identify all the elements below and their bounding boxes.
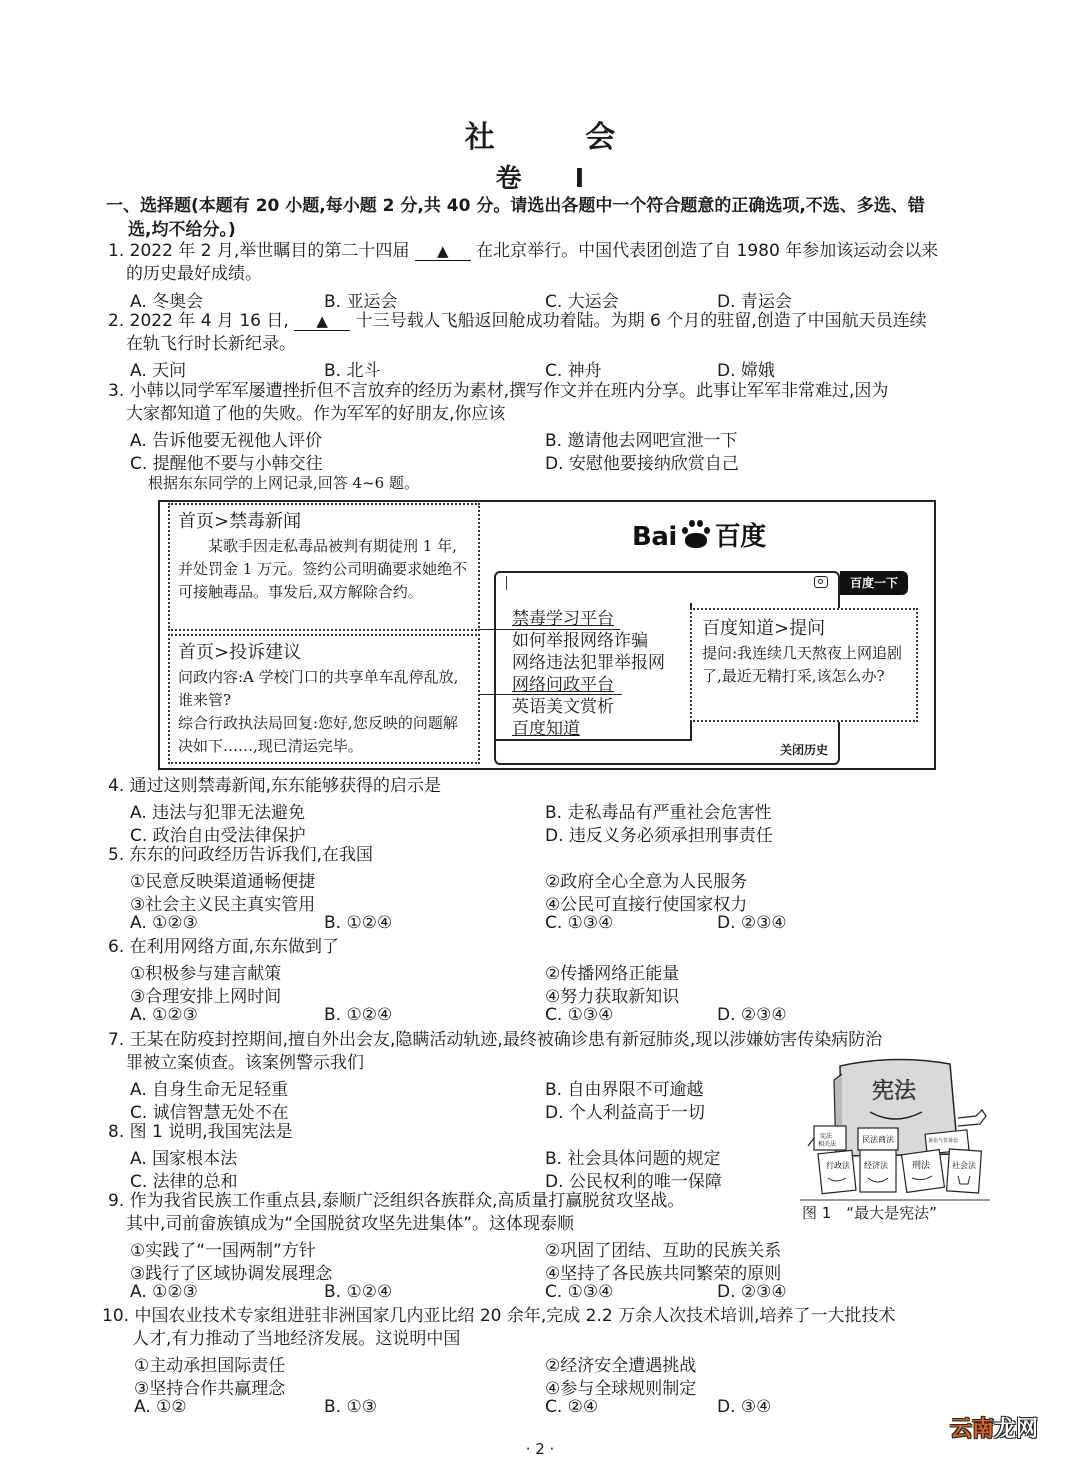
question-8-option-c[interactable]: C. 法律的总和 [130, 1172, 238, 1192]
question-10-stem-cont: 人才,有力推动了当地经济发展。这说明中国 [132, 1329, 461, 1349]
question-8-option-b[interactable]: B. 社会具体问题的规定 [545, 1149, 721, 1169]
question-10-stem: 10. 中国农业技术专家组进驻非洲国家几内亚比绍 20 余年,完成 2.2 万余人次技术培训,培养了一大批技术 [102, 1306, 896, 1326]
svg-text:行政法: 行政法 [826, 1161, 850, 1170]
watermark-text-2: 龙网 [994, 1417, 1039, 1442]
question-1-option-b[interactable]: B. 亚运会 [324, 292, 398, 312]
section-instructions-line2: 选,均不给分。) [128, 220, 236, 240]
question-1-stem [108, 240, 938, 263]
svg-text:宪法: 宪法 [820, 1133, 833, 1140]
page-title: 社 会 [464, 120, 656, 155]
section-instructions-line1: 一、选择题(本题有 20 小题,每小题 2 分,共 40 分。请选出各题中一个符合题意的正确选项,不选、多选、错 [106, 196, 925, 216]
question-10-option-c[interactable]: C. ②④ [545, 1397, 599, 1417]
question-5-option-d[interactable]: D. ②③④ [717, 913, 787, 933]
question-5-stem: 5. 东东的问政经历告诉我们,在我国 [108, 845, 374, 865]
history-item[interactable]: 百度知道 [512, 719, 580, 739]
svg-text:经济法: 经济法 [864, 1161, 888, 1170]
baidu-logo-text-right: 百度 [714, 522, 766, 552]
question-1-text-post: 在北京举行。中国代表团创造了自 1980 年参加该运动会以来 [476, 241, 939, 261]
question-6-statement: ②传播网络正能量 [545, 964, 680, 984]
question-5-option-c[interactable]: C. ①③④ [545, 913, 614, 933]
question-6-option-d[interactable]: D. ②③④ [717, 1005, 787, 1025]
section-instructions [106, 194, 996, 242]
question-10-statement: ②经济安全遭遇挑战 [545, 1356, 697, 1376]
question-1-option-c[interactable]: C. 大运会 [545, 292, 619, 312]
question-4-option-a[interactable]: A. 违法与犯罪无法避免 [130, 803, 306, 823]
answer-blank: ▲ [294, 312, 350, 331]
question-3-stem-cont: 大家都知道了他的失败。作为军军的好朋友,你应该 [126, 404, 506, 424]
question-9-statement: ②巩固了团结、互助的民族关系 [545, 1241, 782, 1261]
question-9-statement: ③践行了区域协调发展理念 [130, 1264, 333, 1284]
question-7-option-a[interactable]: A. 自身生命无足轻重 [130, 1080, 289, 1100]
question-10-option-b[interactable]: B. ①③ [324, 1397, 377, 1417]
search-button[interactable]: 百度一下 [840, 571, 908, 595]
svg-text:诉讼与非诉讼: 诉讼与非诉讼 [928, 1138, 959, 1144]
svg-text:相关法: 相关法 [818, 1141, 837, 1148]
question-5-statement: ④公民可直接行使国家权力 [545, 895, 748, 915]
question-3-stem: 3. 小韩以同学军军屡遭挫折但不言放弃的经历为素材,撰写作文并在班内分享。此事让军军非常难过,因为 [108, 381, 889, 401]
svg-text:民法商法: 民法商法 [862, 1135, 894, 1144]
question-2-option-d[interactable]: D. 嫦娥 [717, 361, 775, 381]
question-5-statement: ①民意反映渠道通畅便捷 [130, 872, 316, 892]
question-9-statement: ④坚持了各民族共同繁荣的原则 [545, 1264, 782, 1284]
zhidao-question: 提问:我连续几天熬夜上网追剧了,最近无精打采,该怎么办? [702, 644, 903, 685]
question-2-option-a[interactable]: A. 天问 [130, 361, 187, 381]
question-2-text-post: 十三号载人飞船返回舱成功着陆。为期 6 个月的驻留,创造了中国航天员连续 [355, 311, 927, 331]
question-4-option-c[interactable]: C. 政治自由受法律保护 [130, 826, 306, 846]
news-panel [168, 503, 480, 631]
history-item[interactable]: 网络问政平台 [512, 675, 614, 695]
constitution-cartoon [800, 1054, 990, 1202]
news-body: 某歌手因走私毒品被判有期徒刑 1 年,并处罚金 1 万元。签约公司明确要求她绝不可接触毒品。事发后,双方解除合约。 [178, 537, 468, 601]
question-2-option-b[interactable]: B. 北斗 [324, 361, 381, 381]
baidu-logo-text-left: Bai [632, 522, 677, 552]
connector-line [480, 629, 620, 630]
question-1-stem-cont: 的历史最好成绩。 [126, 264, 262, 284]
question-10-statement: ①主动承担国际责任 [134, 1356, 286, 1376]
question-4-option-b[interactable]: B. 走私毒品有严重社会危害性 [545, 803, 772, 823]
question-6-stem: 6. 在利用网络方面,东东做到了 [108, 937, 340, 957]
question-5-option-b[interactable]: B. ①②④ [324, 913, 393, 933]
material-intro: 根据东东同学的上网记录,回答 4~6 题。 [148, 474, 419, 492]
text-cursor [506, 576, 507, 590]
site-watermark [950, 1412, 1038, 1443]
question-9-option-c[interactable]: C. ①③④ [545, 1282, 614, 1302]
question-2-stem-cont: 在轨飞行时长新纪录。 [126, 334, 296, 354]
camera-icon[interactable] [814, 576, 828, 588]
question-6-option-b[interactable]: B. ①②④ [324, 1005, 393, 1025]
complaint-question: 问政内容:A 学校门口的共享单车乱停乱放,谁来管? [178, 668, 459, 709]
history-item[interactable]: 英语美文赏析 [512, 697, 614, 717]
question-9-stem-cont: 其中,司前畲族镇成为“全国脱贫攻坚先进集体”。这体现泰顺 [126, 1214, 575, 1234]
question-6-statement: ③合理安排上网时间 [130, 987, 282, 1007]
question-7-stem: 7. 王某在防疫封控期间,擅自外出会友,隐瞒活动轨迹,最终被确诊患有新冠肺炎,现以涉嫌妨害传染病防治 [108, 1030, 883, 1050]
svg-text:宪法: 宪法 [872, 1079, 917, 1104]
watermark-text-1: 云南 [950, 1417, 995, 1442]
question-8-stem: 8. 图 1 说明,我国宪法是 [108, 1122, 293, 1142]
question-8-option-d[interactable]: D. 公民权利的唯一保障 [545, 1172, 722, 1192]
question-9-statement: ①实践了“一国两制”方针 [130, 1241, 316, 1261]
figure-1-caption: 图 1 “最大是宪法” [802, 1204, 937, 1222]
question-5-statement: ③社会主义民主真实管用 [130, 895, 316, 915]
question-1-option-a[interactable]: A. 冬奥会 [130, 292, 204, 312]
question-8-option-a[interactable]: A. 国家根本法 [130, 1149, 238, 1169]
complaint-reply: 综合行政执法局回复:您好,您反映的问题解决如下……,现已清运完毕。 [178, 714, 458, 755]
question-3-option-c[interactable]: C. 提醒他不要与小韩交往 [130, 454, 323, 474]
close-history-button[interactable]: 关闭历史 [780, 743, 829, 757]
question-7-option-c[interactable]: C. 诚信智慧无处不在 [130, 1103, 289, 1123]
question-9-option-d[interactable]: D. ②③④ [717, 1282, 787, 1302]
connector-line [480, 694, 622, 695]
baidu-logo [632, 516, 766, 553]
question-10-option-a[interactable]: A. ①② [134, 1397, 187, 1417]
question-9-option-b[interactable]: B. ①②④ [324, 1282, 393, 1302]
question-10-statement: ④参与全球规则制定 [545, 1379, 697, 1399]
page-number: · 2 · [525, 1440, 555, 1458]
svg-text:刑法: 刑法 [912, 1161, 931, 1171]
question-2-stem [108, 310, 927, 333]
news-breadcrumb: 首页>禁毒新闻 [178, 511, 302, 532]
question-4-stem: 4. 通过这则禁毒新闻,东东能够获得的启示是 [108, 776, 442, 796]
question-7-stem-cont: 罪被立案侦查。该案例警示我们 [126, 1053, 364, 1073]
question-7-option-b[interactable]: B. 自由界限不可逾越 [545, 1080, 704, 1100]
zhidao-panel [690, 608, 918, 722]
complaint-breadcrumb: 首页>投诉建议 [178, 642, 302, 663]
question-7-option-d[interactable]: D. 个人利益高于一切 [545, 1103, 705, 1123]
question-1-option-d[interactable]: D. 青运会 [717, 292, 792, 312]
question-10-statement: ③坚持合作共赢理念 [134, 1379, 286, 1399]
question-1-text-pre: 1. 2022 年 2 月,举世瞩目的第二十四届 [108, 241, 410, 261]
question-10-option-d[interactable]: D. ③④ [717, 1397, 772, 1417]
question-5-statement: ②政府全心全意为人民服务 [545, 872, 748, 892]
question-5-option-a[interactable]: A. ①②③ [130, 913, 198, 933]
zhidao-breadcrumb: 百度知道>提问 [702, 618, 826, 639]
paper-section-title: 卷 Ⅰ [495, 164, 607, 194]
history-item[interactable]: 禁毒学习平台 [512, 609, 614, 629]
question-3-option-d[interactable]: D. 安慰他要接纳欣赏自己 [545, 454, 739, 474]
svg-text:社会法: 社会法 [952, 1161, 976, 1170]
question-2-text-pre: 2. 2022 年 4 月 16 日, [108, 311, 289, 331]
question-4-option-d[interactable]: D. 违反义务必须承担刑事责任 [545, 826, 773, 846]
question-3-option-b[interactable]: B. 邀请他去网吧宣泄一下 [545, 431, 738, 451]
question-6-statement: ①积极参与建言献策 [130, 964, 282, 984]
question-2-option-c[interactable]: C. 神舟 [545, 361, 602, 381]
history-item[interactable]: 网络违法犯罪举报网 [512, 653, 665, 673]
question-3-option-a[interactable]: A. 告诉他要无视他人评价 [130, 431, 323, 451]
question-6-statement: ④努力获取新知识 [545, 987, 680, 1007]
question-6-option-c[interactable]: C. ①③④ [545, 1005, 614, 1025]
question-9-option-a[interactable]: A. ①②③ [130, 1282, 198, 1302]
question-9-stem: 9. 作为我省民族工作重点县,泰顺广泛组织各族群众,高质量打赢脱贫攻坚战。 [108, 1191, 685, 1211]
answer-blank: ▲ [415, 242, 471, 261]
history-item[interactable]: 如何举报网络诈骗 [512, 631, 648, 651]
complaint-panel [168, 634, 480, 764]
paw-icon [679, 519, 713, 549]
question-6-option-a[interactable]: A. ①②③ [130, 1005, 198, 1025]
